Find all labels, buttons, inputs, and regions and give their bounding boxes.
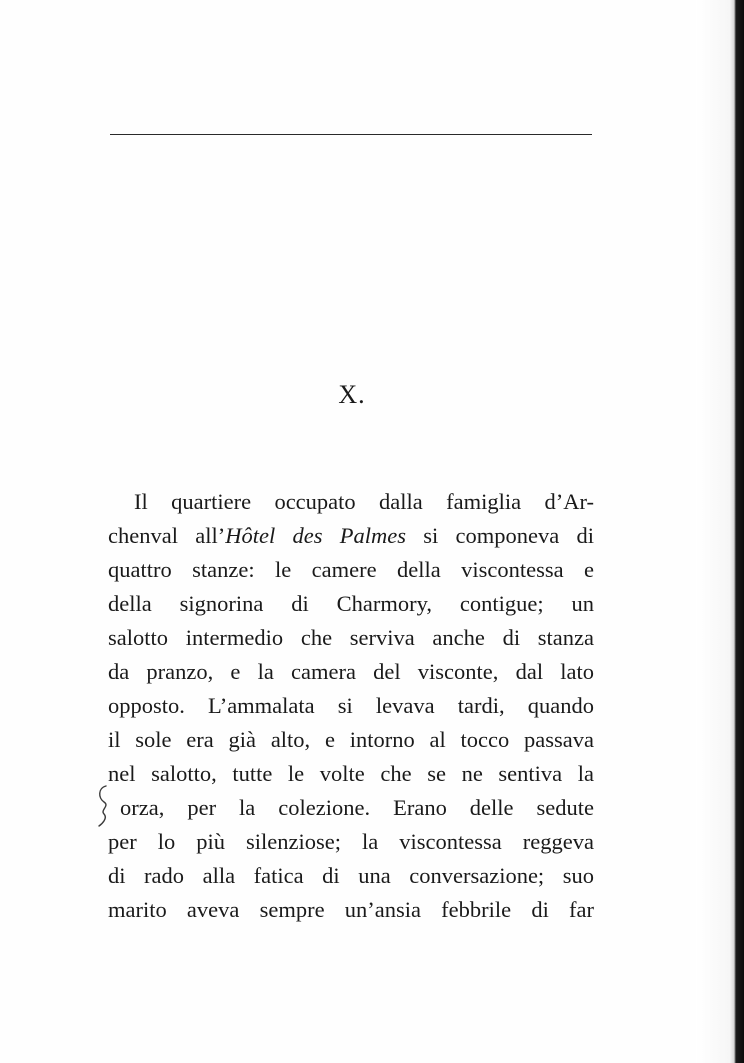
paragraph-line: quattro stanze: le camere della viscontessa e xyxy=(108,557,594,582)
chapter-number: X. xyxy=(338,380,366,409)
page-binding-edge xyxy=(696,0,744,1063)
paragraph-line: della signorina di Charmory, contigue; un xyxy=(108,591,594,616)
line-text: si componeva di xyxy=(405,523,594,548)
line-text: chenval all’ xyxy=(108,523,226,548)
paragraph-line: Il quartiere occupato dalla famiglia d’Ar- xyxy=(134,489,594,514)
paragraph-line: opposto. L’ammalata si levava tardi, quando xyxy=(108,693,594,718)
paragraph-line: di rado alla fatica di una conversazione; suo xyxy=(108,863,594,888)
paragraph-line: per lo più silenziose; la viscontessa reggeva xyxy=(108,829,594,854)
chapter-paragraph xyxy=(108,485,594,927)
paragraph-line xyxy=(108,519,594,553)
paragraph-line: nel salotto, tutte le volte che se ne sentiva la xyxy=(108,761,594,786)
paragraph-line: orza, per la colezione. Erano delle sedute xyxy=(120,795,594,820)
paragraph-line: marito aveva sempre un’ansia febbrile di far xyxy=(108,897,594,922)
handwritten-correction-mark xyxy=(94,784,112,828)
paragraph-line: salotto intermedio che serviva anche di stanza xyxy=(108,625,594,650)
chapter-separator-rule xyxy=(110,134,592,135)
hotel-name-italic: Hôtel des Palmes xyxy=(225,523,406,548)
paragraph-line: il sole era già alto, e intorno al tocco passava xyxy=(108,727,594,752)
paragraph-line: da pranzo, e la camera del visconte, dal lato xyxy=(108,659,594,684)
